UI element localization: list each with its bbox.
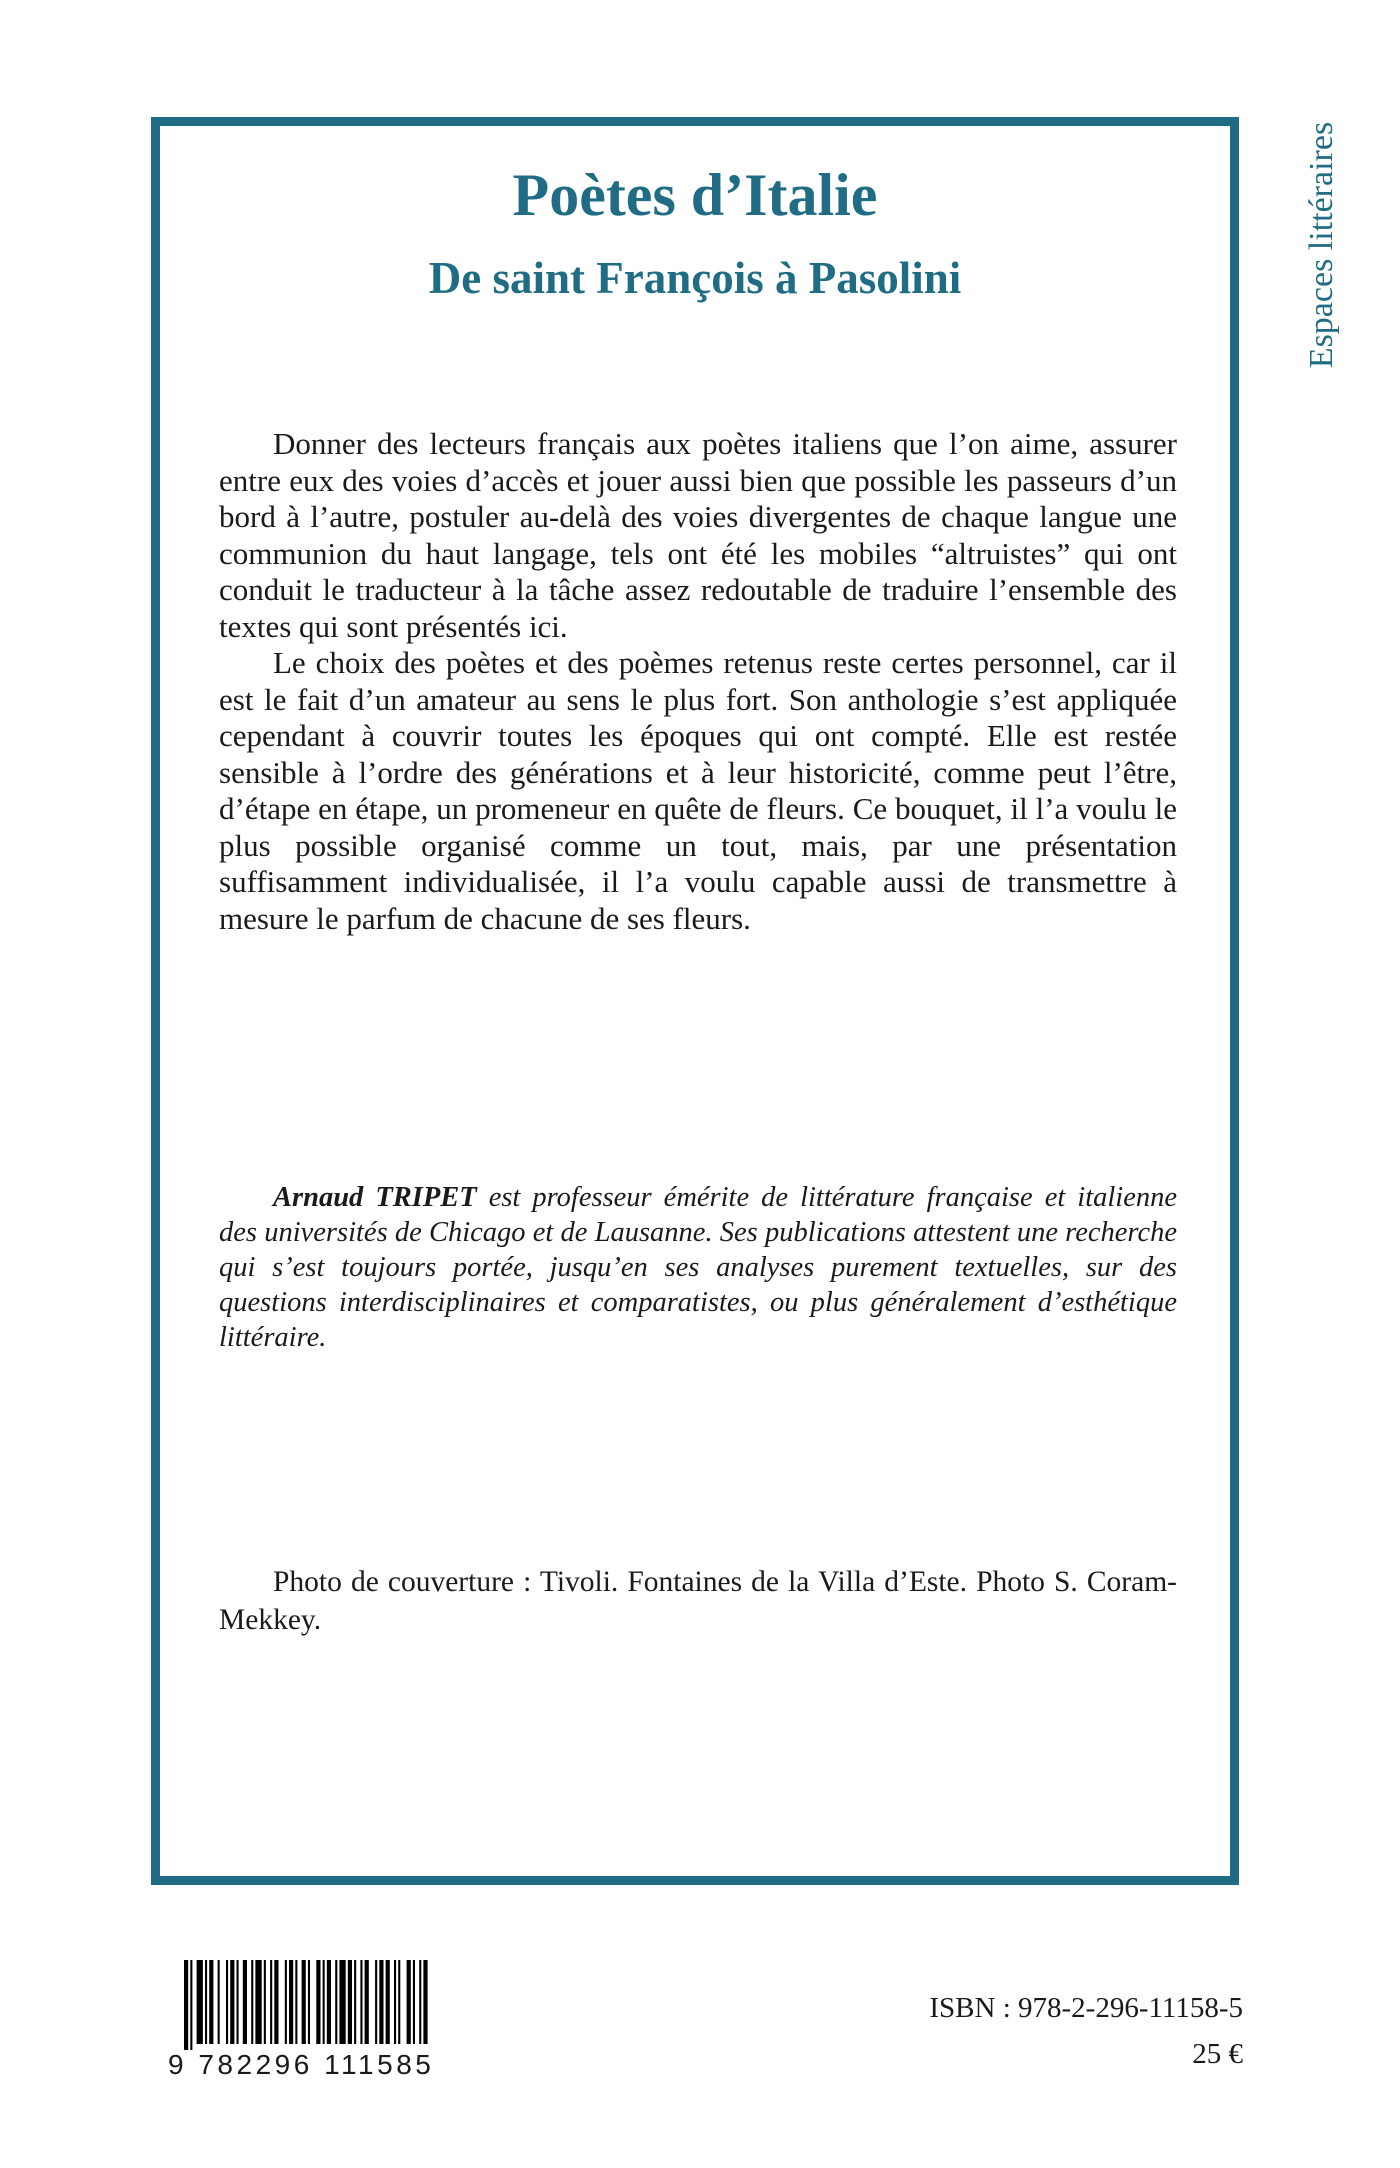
barcode-bars xyxy=(168,1960,428,2050)
blurb xyxy=(219,426,1177,937)
book-subtitle: De saint François à Pasolini xyxy=(428,253,962,303)
barcode-digits: 9 782296 111585 xyxy=(168,2049,435,2080)
photo-credit: Photo de couverture : Tivoli. Fontaines de la Villa d’Este. Photo S. Coram-Mekkey. xyxy=(219,1566,1177,1636)
author-name: Arnaud TRIPET xyxy=(273,1182,477,1213)
book-title: Poètes d’Italie xyxy=(512,162,878,228)
author-bio-text: est professeur émérite de littérature française et italienne des universités de Chicago et de Lausanne. Ses publications attestent une recherche qui s’est toujours portée, jusqu’en ses analyses purement textuelles, sur des questions interdisciplinaires et comparatistes, ou plus généralement d’esthétique littéraire. xyxy=(219,1182,1178,1353)
price: 25 € xyxy=(1192,2038,1243,2070)
author-bio xyxy=(219,1180,1177,1355)
isbn: ISBN : 978-2-296-11158-5 xyxy=(929,1992,1243,2024)
series-name: Espaces littéraires xyxy=(1303,121,1340,369)
blurb-paragraph-1: Donner des lecteurs français aux poètes italiens que l’on aime, assurer entre eux des voies d’accès et jouer aussi bien que possible les passeurs d’un bord à l’autre, postuler au-delà des voies divergentes de chaque langue une communion du haut langage, tels ont été les mobiles “altruistes” qui ont conduit le traducteur à la tâche assez redoutable de traduire l’ensemble des textes qui sont présentés ici. xyxy=(219,426,1177,644)
blurb-paragraph-2: Le choix des poètes et des poèmes retenus reste certes personnel, car il est le fait d’un amateur au sens le plus fort. Son anthologie s’est appliquée cependant à couvrir toutes les époques qui ont compté. Elle est restée sensible à l’ordre des générations et à leur historicité, comme peut l’être, d’étape en étape, un promeneur en quête de fleurs. Ce bouquet, il l’a voulu le plus possible organisé comme un tout, mais, par une présentation suffisamment individualisée, il l’a voulu capable aussi de transmettre à mesure le parfum de chacune de ses fleurs. xyxy=(219,645,1177,936)
